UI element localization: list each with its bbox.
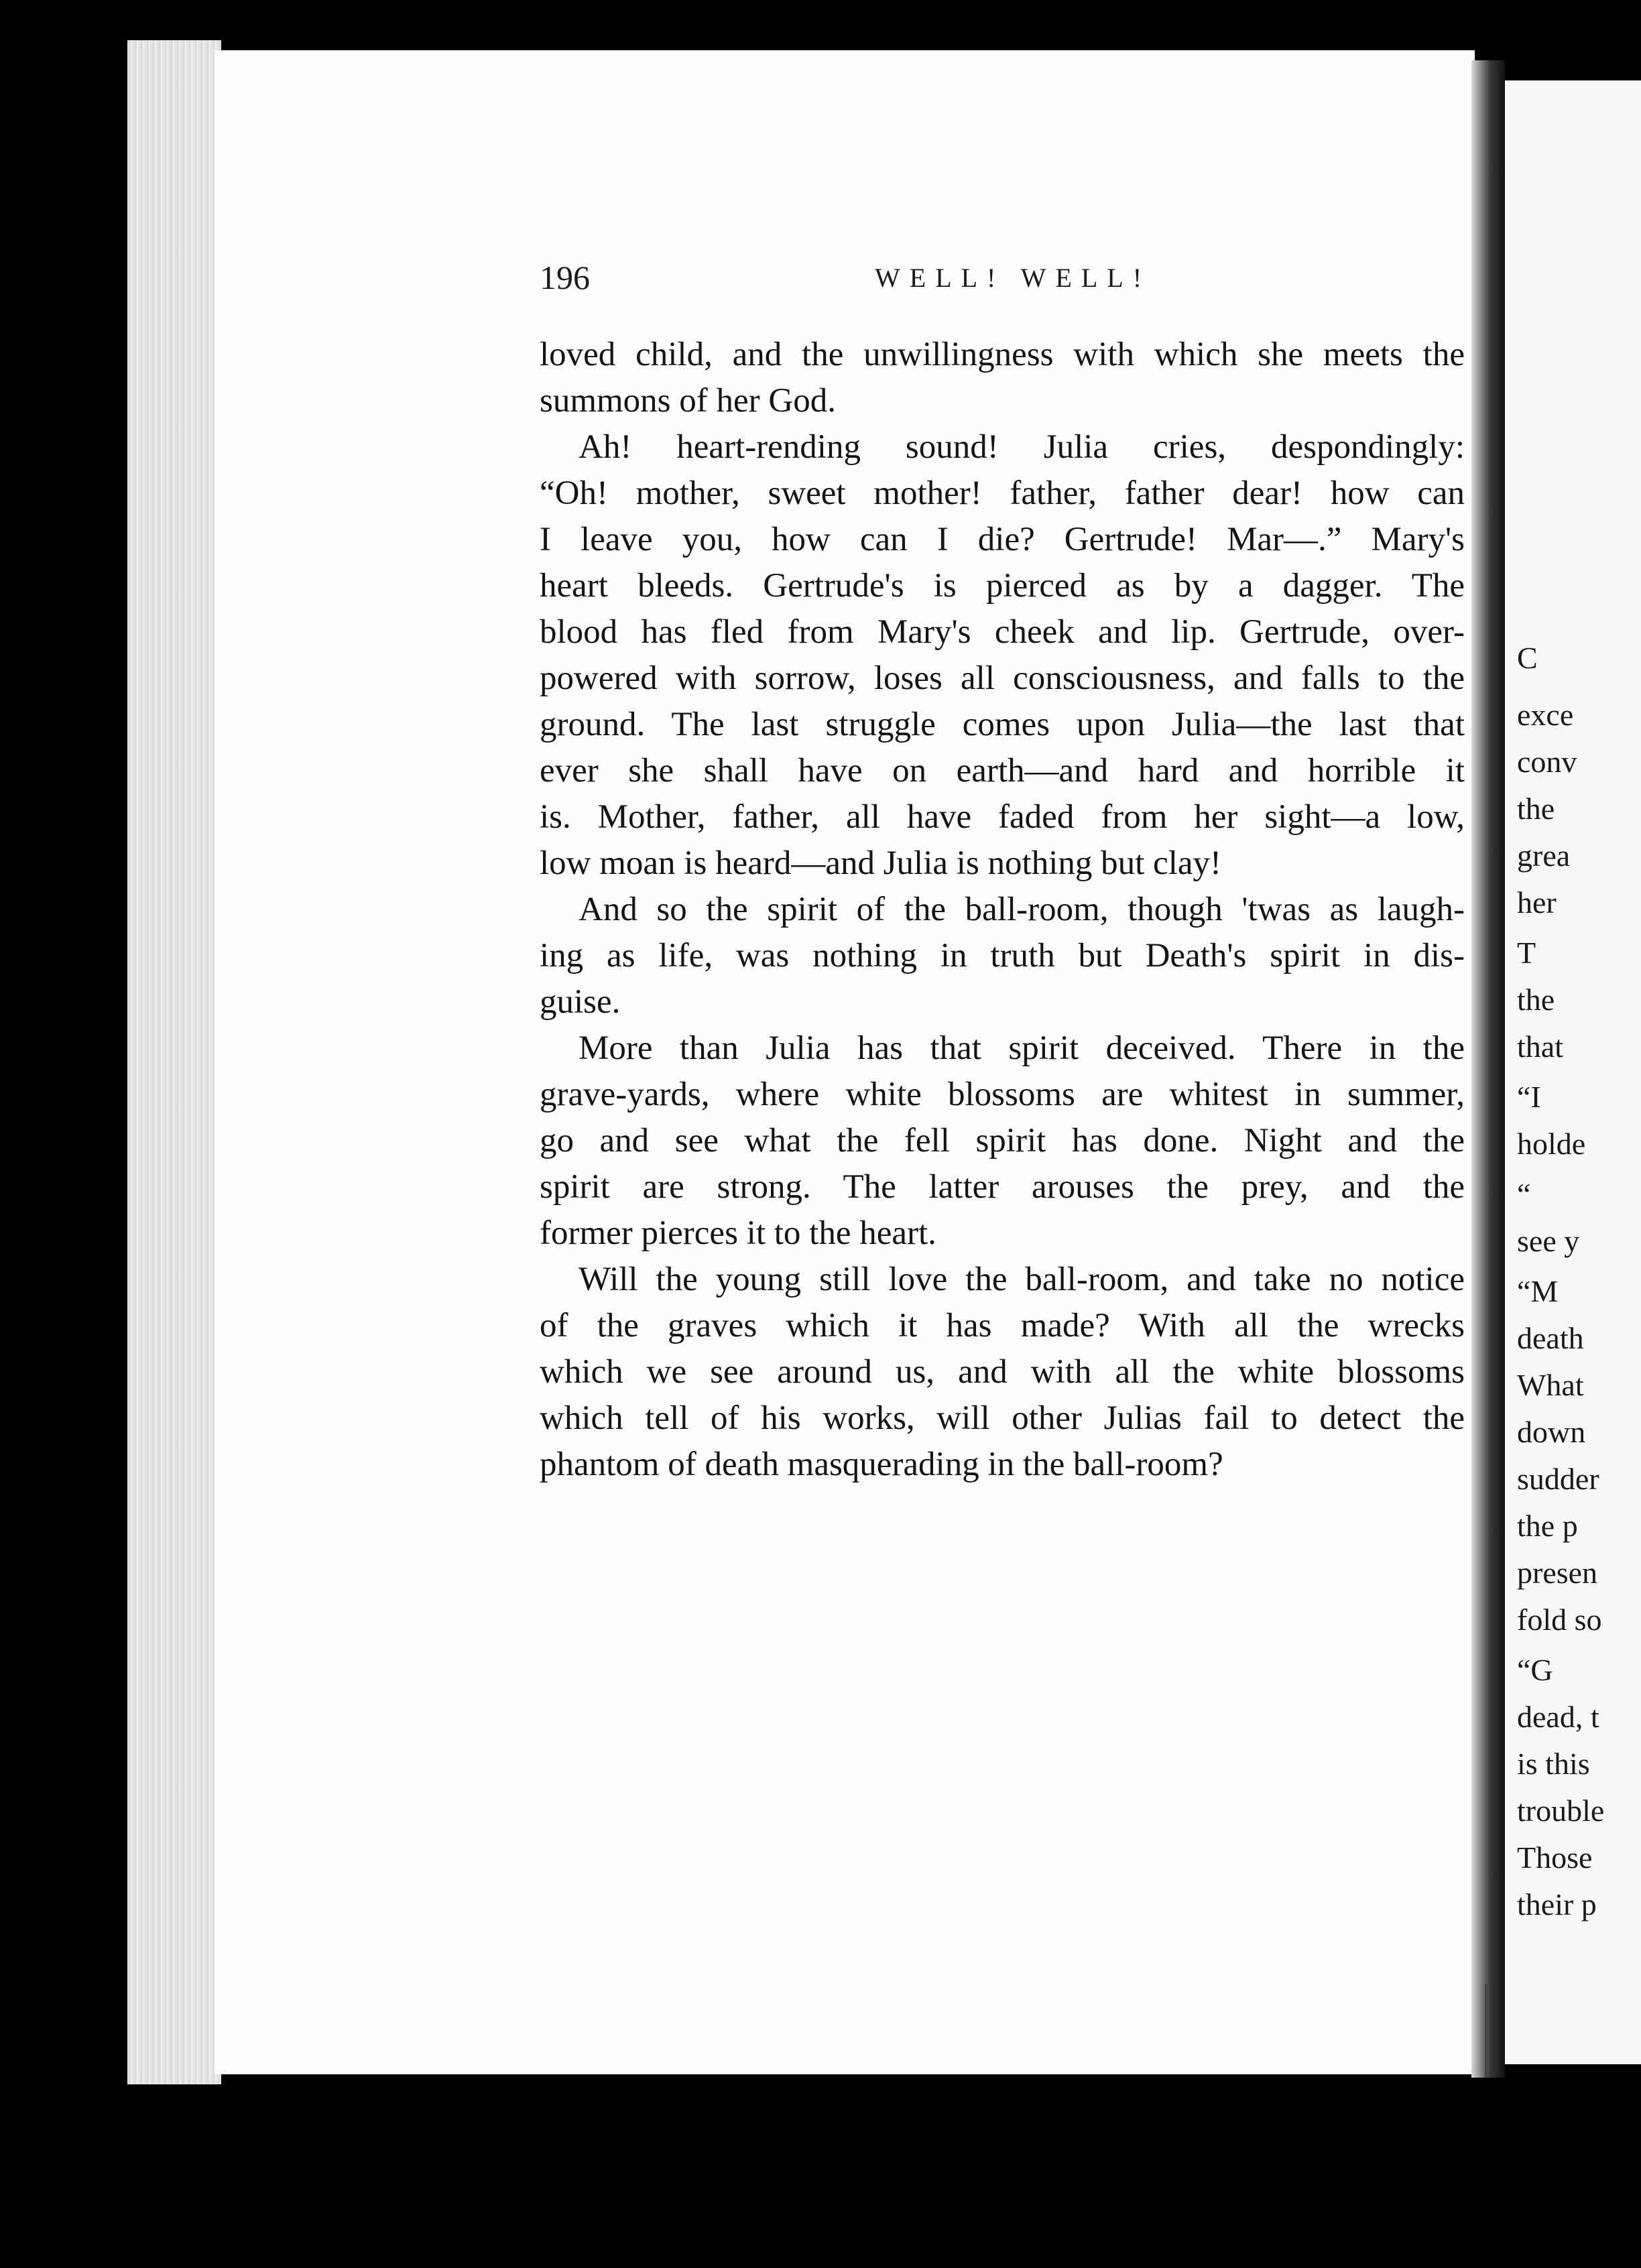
right-page (1505, 80, 1641, 2064)
running-head (540, 258, 1465, 312)
text-line: is. Mother, father, all have faded from her sight—a low, (540, 798, 1465, 836)
text-line: Ah! heart-rending sound! Julia cries, despondingly: (579, 428, 1465, 466)
right-page-fragment: the p (1517, 1509, 1578, 1543)
right-page-fragment: holde (1517, 1127, 1586, 1161)
text-line: low moan is heard—and Julia is nothing but clay! (540, 844, 1221, 882)
text-line: powered with sorrow, loses all consciousness, and falls to the (540, 659, 1465, 697)
right-page-fragment: trouble (1517, 1793, 1605, 1828)
right-page-fragment: death (1517, 1321, 1584, 1355)
right-page-fragment: her (1517, 885, 1557, 920)
text-line: former pierces it to the heart. (540, 1214, 936, 1252)
text-line: phantom of death masquerading in the ball-room? (540, 1446, 1223, 1483)
right-page-fragment: “M (1517, 1274, 1559, 1308)
text-line: Will the young still love the ball-room, and take no notice (579, 1261, 1465, 1298)
text-line: heart bleeds. Gertrude's is pierced as by a dagger. The (540, 567, 1465, 605)
text-line: grave-yards, where white blossoms are whitest in summer, (540, 1076, 1465, 1113)
right-page-fragment: presen (1517, 1556, 1598, 1590)
right-page-fragment: that (1517, 1029, 1563, 1064)
running-title: WELL! WELL! (875, 263, 1152, 293)
right-page-fragment: “I (1517, 1080, 1541, 1114)
text-line: blood has fled from Mary's cheek and lip. Gertrude, over- (540, 613, 1465, 651)
right-page-fragment: fold so (1517, 1602, 1602, 1637)
right-page-fragment: exce (1517, 698, 1574, 732)
scan-artifact-line (1485, 1984, 1487, 2078)
right-page-fragment: What (1517, 1368, 1584, 1402)
right-page-fragment: C (1517, 641, 1538, 675)
right-page-fragment: the (1517, 792, 1555, 826)
right-page-fragment: the (1517, 983, 1555, 1017)
text-line: of the graves which it has made? With all the wrecks (540, 1307, 1465, 1344)
text-line: loved child, and the unwillingness with which she meets the (540, 336, 1465, 373)
right-page-fragment: see y (1517, 1224, 1580, 1258)
body-text (540, 332, 1465, 1488)
right-page-fragment: grea (1517, 838, 1571, 873)
right-page-fragment: Those (1517, 1840, 1593, 1875)
right-page-fragment: T (1517, 936, 1536, 970)
text-line: ground. The last struggle comes upon Julia—the last that (540, 706, 1465, 743)
text-line: ing as life, was nothing in truth but Death's spirit in dis- (540, 937, 1465, 974)
text-line: summons of her God. (540, 382, 836, 420)
book-page-edges (127, 40, 221, 2084)
text-line: guise. (540, 983, 621, 1021)
right-page-fragment: their p (1517, 1887, 1597, 1922)
text-line: go and see what the fell spirit has done. Night and the (540, 1122, 1465, 1159)
text-line: which we see around us, and with all the white blossoms (540, 1353, 1465, 1391)
text-line: ever she shall have on earth—and hard and horrible it (540, 752, 1465, 790)
text-line: And so the spirit of the ball-room, though 'twas as laugh- (579, 891, 1465, 928)
text-line: “Oh! mother, sweet mother! father, father dear! how can (540, 475, 1465, 512)
right-page-fragment: down (1517, 1415, 1586, 1449)
right-page-fragment: is this (1517, 1747, 1590, 1781)
text-line: I leave you, how can I die? Gertrude! Mar—.” Mary's (540, 521, 1465, 558)
right-page-fragment: conv (1517, 745, 1577, 779)
text-line: which tell of his works, will other Julias fail to detect the (540, 1399, 1465, 1437)
right-page-fragment: “G (1517, 1653, 1553, 1687)
text-line: More than Julia has that spirit deceived. There in the (579, 1029, 1465, 1067)
text-line: spirit are strong. The latter arouses the prey, and the (540, 1168, 1465, 1206)
right-page-fragment: sudder (1517, 1462, 1599, 1496)
book-gutter (1471, 60, 1505, 2078)
page-number: 196 (540, 259, 590, 296)
right-page-fragment: dead, t (1517, 1700, 1599, 1734)
right-page-fragment: “ (1517, 1177, 1531, 1211)
